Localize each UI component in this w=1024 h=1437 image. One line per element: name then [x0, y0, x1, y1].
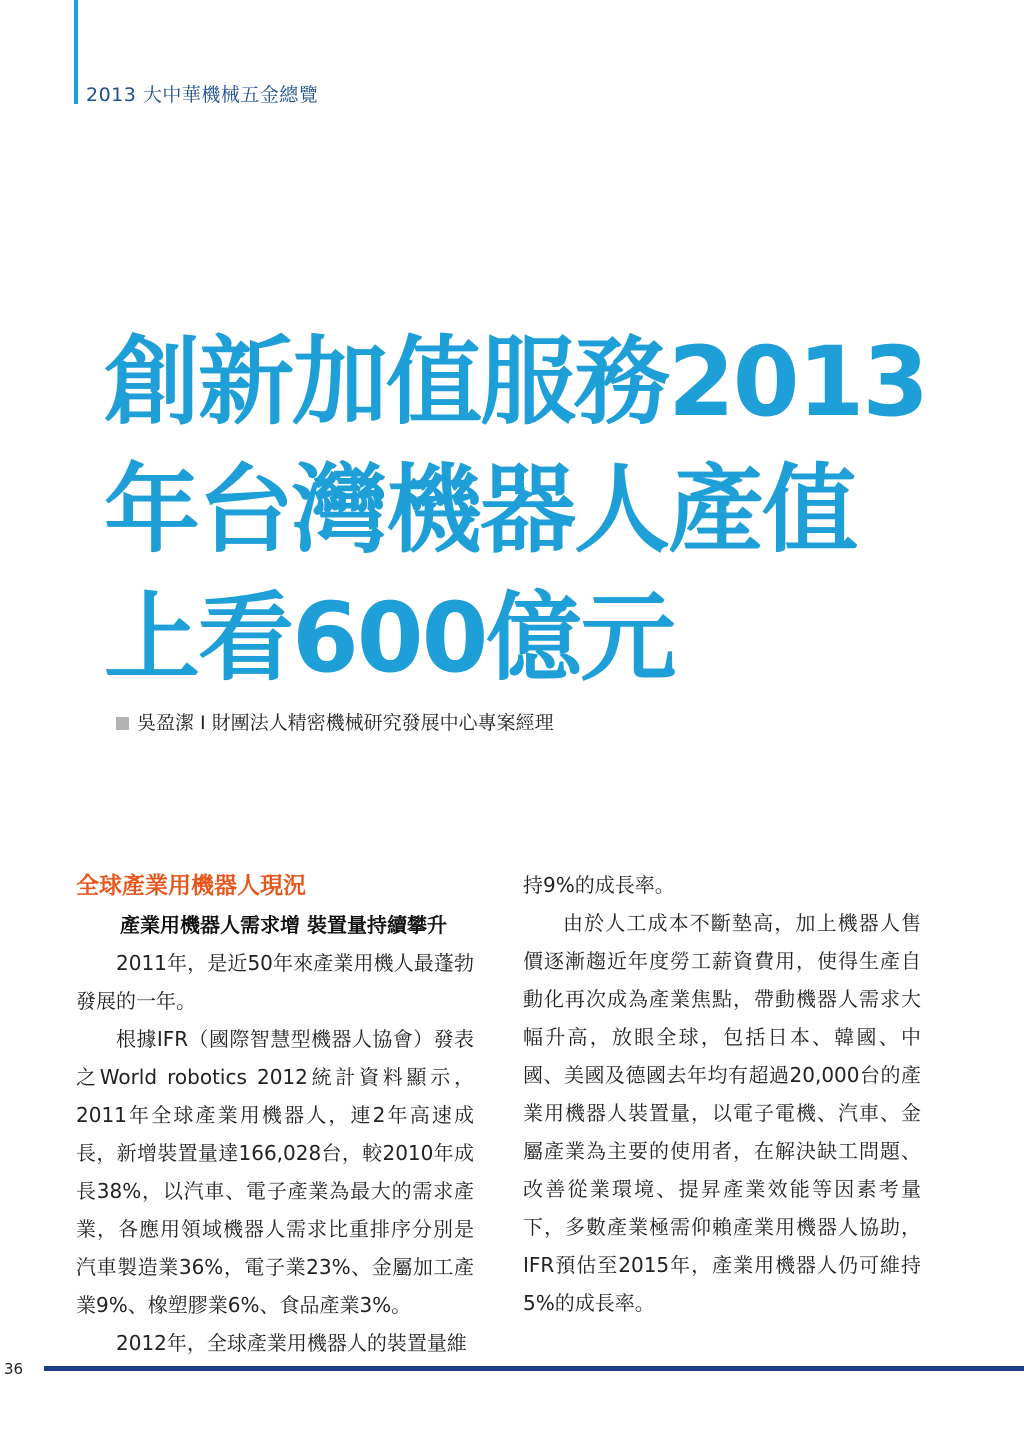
byline-text: 吳盈潔 I 財團法人精密機械研究發展中心專案經理	[137, 712, 554, 734]
article-title	[104, 318, 928, 702]
author-byline	[116, 708, 554, 735]
article-title-line-2: 年台灣機器人產值	[104, 454, 856, 566]
header-accent-bar	[74, 0, 78, 104]
body-paragraph: 持9%的成長率。	[523, 873, 675, 897]
byline-square-icon	[116, 717, 129, 730]
sub-heading: 產業用機器人需求增 裝置量持續攀升	[120, 913, 447, 937]
body-paragraph: 由於人工成本不斷墊高，加上機器人售價逐漸趨近年度勞工薪資費用，使得生產自動化再次成為產業焦點，帶動機器人需求大幅升高，放眼全球，包括日本、韓國、中國、美國及德國去年均有超過20,000台的產業用機器人裝置量，以電子電機、汽車、金屬產業為主要的使用者，在解決缺工問題、改善從業環境、提昇產業效能等因素考量下，多數產業極需仰賴產業用機器人協助，IFR預估至2015年，產業用機器人仍可維持5%的成長率。	[523, 911, 921, 1315]
article-title-line-3: 上看600億元	[104, 582, 675, 694]
publication-title: 2013 大中華機械五金總覽	[86, 84, 319, 106]
body-paragraph: 根據IFR（國際智慧型機器人協會）發表之World robotics 2012統計資料顯示，2011年全球產業用機器人，連2年高速成長，新增裝置量達166,028台，較2010年成長38%，以汽車、電子產業為最大的需求產業，各應用領域機器人需求比重排序分別是汽車製造業36%，電子業23%、金屬加工產業9%、橡塑膠業6%、食品產業3%。	[76, 1027, 474, 1317]
section-heading: 全球產業用機器人現況	[76, 873, 306, 899]
page-number: 36	[4, 1360, 24, 1378]
article-title-line-1: 創新加值服務2013	[104, 326, 928, 438]
article-column-right	[523, 866, 921, 1322]
body-paragraph: 2012年，全球產業用機器人的裝置量維	[116, 1331, 467, 1355]
body-paragraph: 2011年，是近50年來產業用機人最蓬勃發展的一年。	[76, 951, 474, 1013]
article-column-left	[76, 866, 474, 1362]
footer-bar	[44, 1366, 1024, 1371]
